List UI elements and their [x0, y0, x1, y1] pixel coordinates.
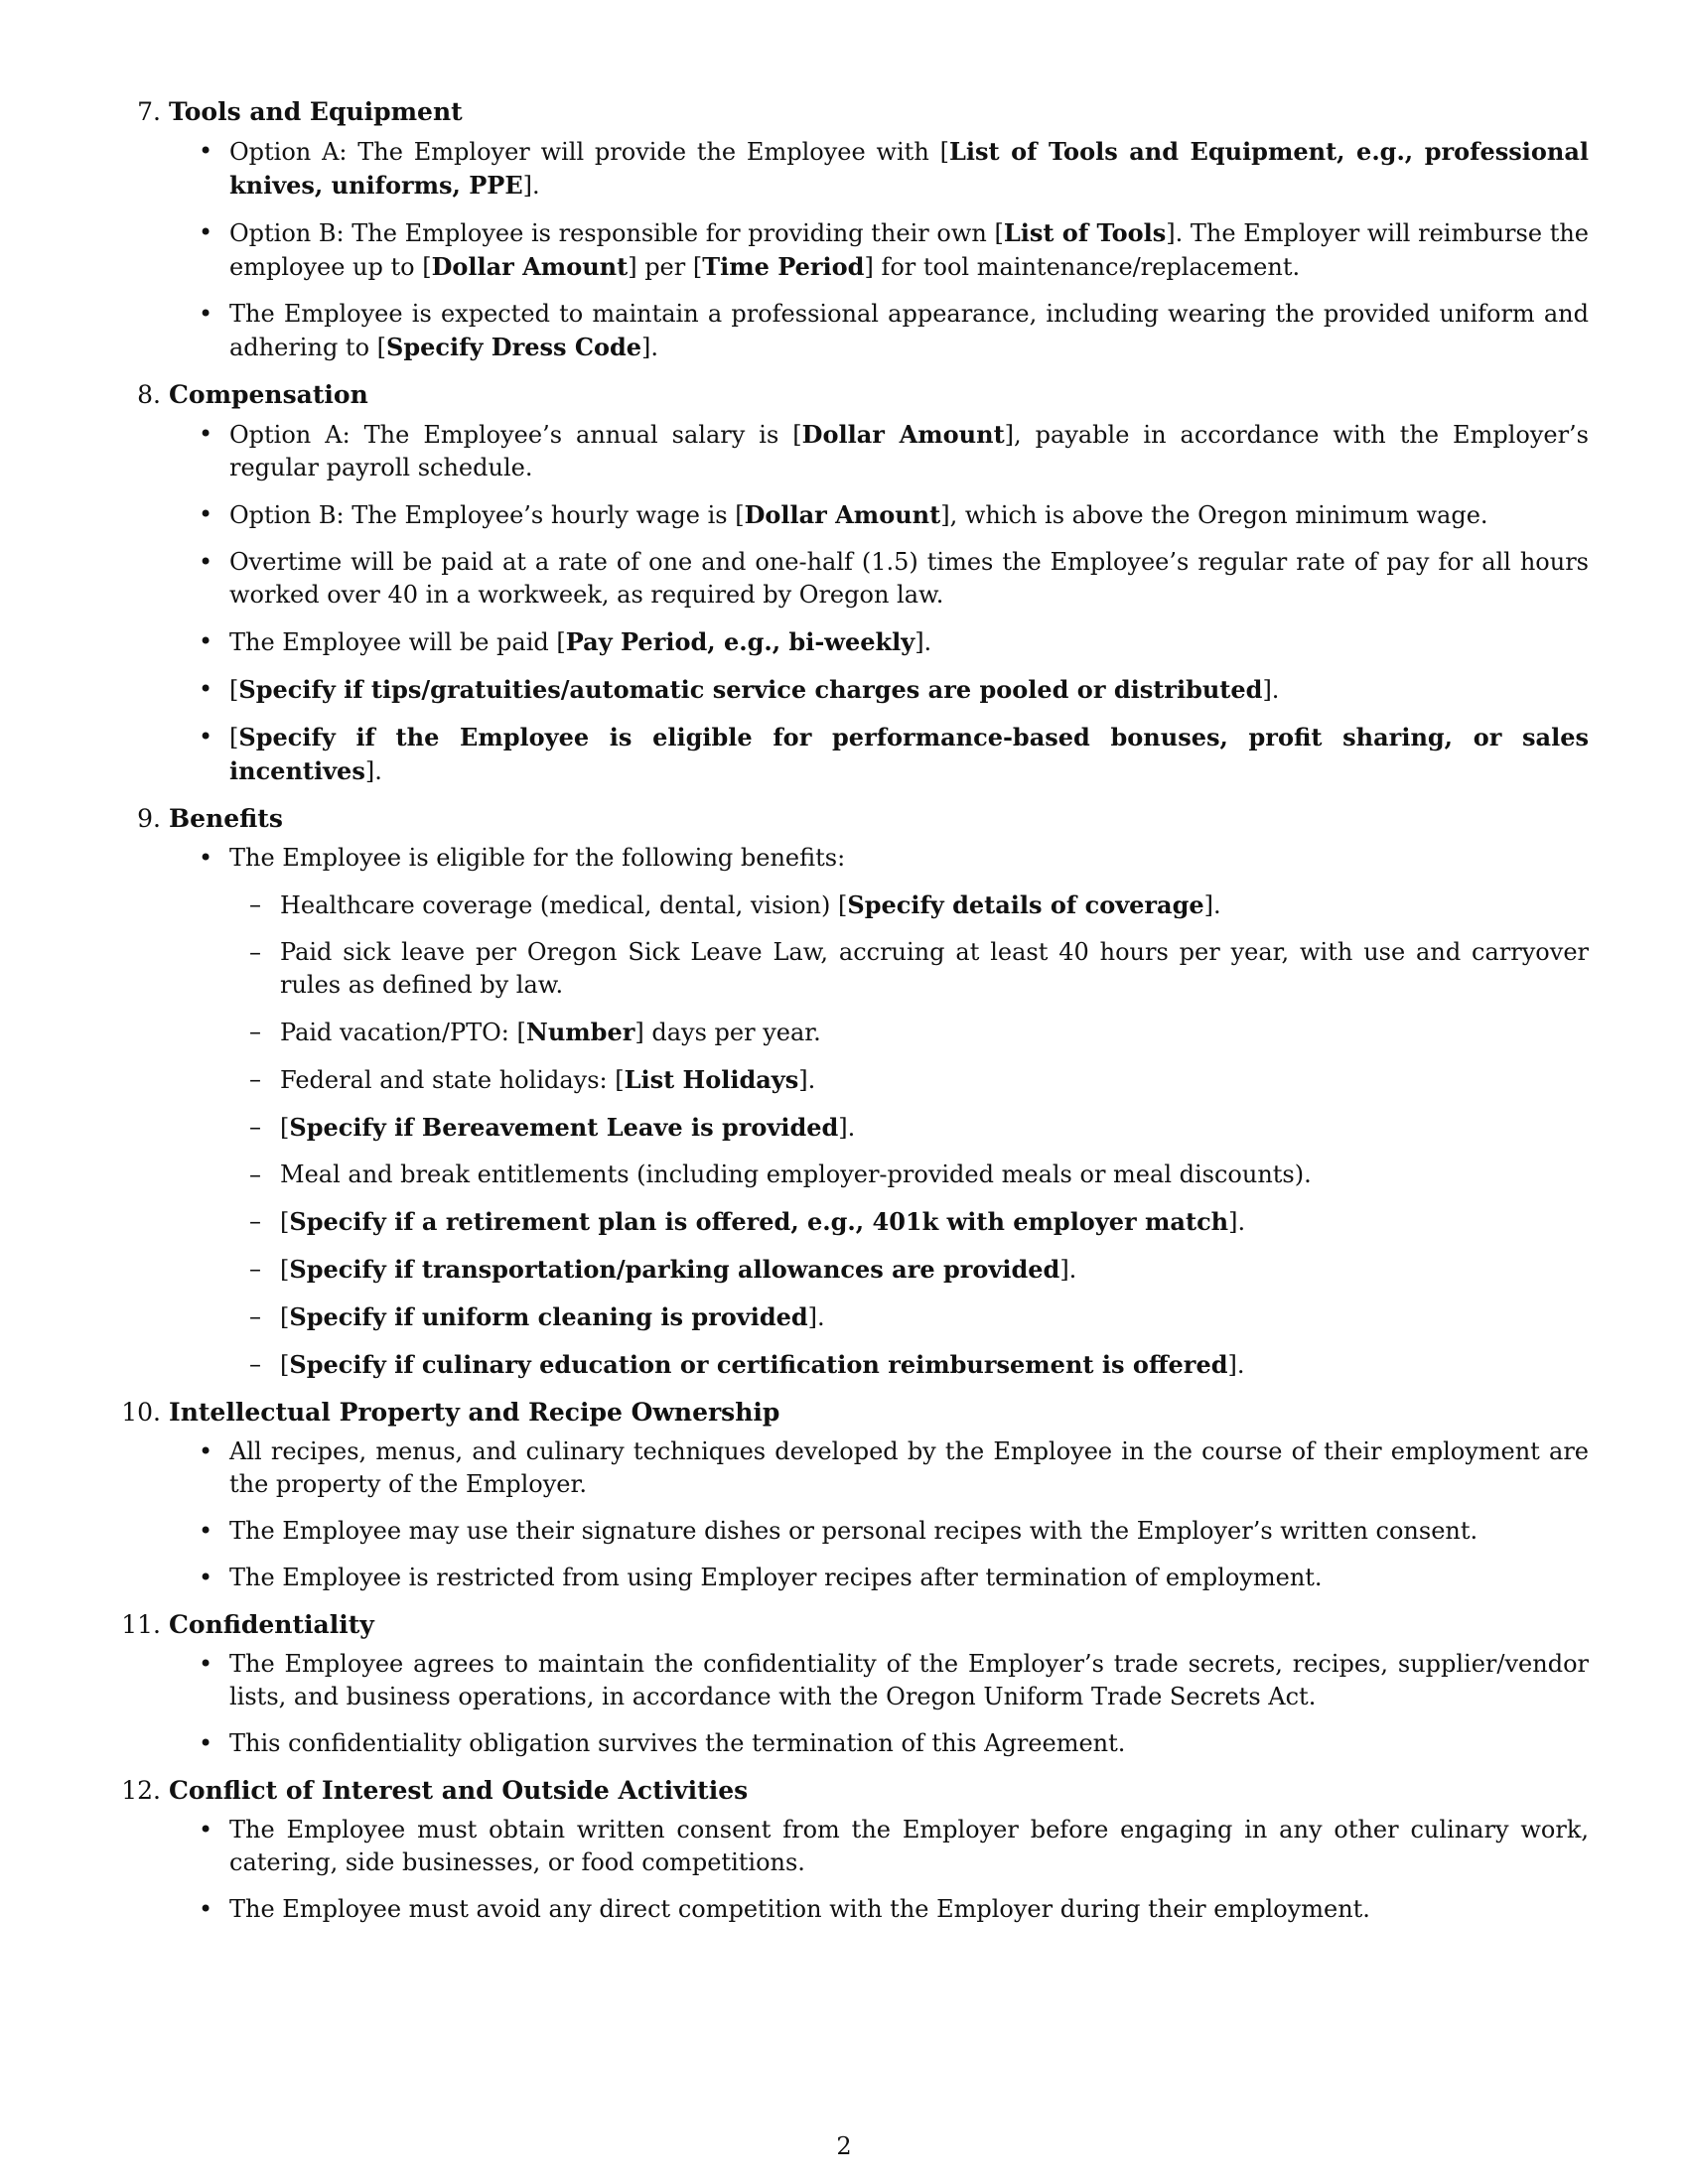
- text-run: The Employee is eligible for the following benefits:: [229, 844, 846, 872]
- text-run: [: [280, 1351, 290, 1379]
- list-item-text: [229, 138, 1589, 200]
- list-item: [169, 1515, 1589, 1548]
- list-item: [169, 498, 1589, 532]
- text-run: [: [229, 724, 239, 751]
- list-item: [169, 842, 1589, 1382]
- sub-list-item-text: [280, 1303, 825, 1331]
- list-item: [169, 1648, 1589, 1713]
- text-run: ].: [1262, 676, 1280, 704]
- placeholder-text: Specify if transportation/parking allowances are provided: [289, 1255, 1060, 1284]
- list-item-text: [229, 628, 931, 656]
- bullet-list: [169, 1814, 1589, 1926]
- dash-icon: –: [249, 1018, 261, 1045]
- section-9: [119, 802, 1589, 1382]
- dash-icon: –: [249, 1255, 261, 1283]
- list-item: [169, 1727, 1589, 1760]
- sub-list-item: [229, 1253, 1589, 1287]
- text-run: The Employee must obtain written consent from the Employer before engaging in any other culinary work, catering, side businesses, or food competitions.: [229, 1816, 1589, 1876]
- sub-list-item-text: [280, 1208, 1245, 1236]
- list-item-text: [229, 1650, 1589, 1710]
- placeholder-text: Specify details of coverage: [847, 890, 1204, 919]
- bullet-icon: •: [199, 218, 213, 246]
- list-item-text: [229, 1564, 1323, 1591]
- dash-icon: –: [249, 1302, 261, 1330]
- text-run: ].: [807, 1303, 825, 1331]
- text-run: ].: [641, 334, 659, 361]
- text-run: Option A: The Employee’s annual salary is [: [229, 421, 802, 449]
- sub-list-item-text: [280, 938, 1589, 999]
- sub-list-item: [229, 1300, 1589, 1334]
- list-item-text: [229, 724, 1589, 785]
- section-number: 9.: [137, 804, 161, 833]
- text-run: The Employee agrees to maintain the confidentiality of the Employer’s trade secrets, recipes, supplier/vendor lists, and business operations, in accordance with the Oregon Uniform Trade Secrets Act.: [229, 1650, 1589, 1710]
- bullet-icon: •: [199, 300, 213, 328]
- sub-list: [229, 888, 1589, 1382]
- sub-list-item: [229, 1205, 1589, 1239]
- text-run: Overtime will be paid at a rate of one and one-half (1.5) times the Employee’s regular rate of pay for all hours worked over 40 in a workweek, as required by Oregon law.: [229, 548, 1589, 609]
- text-run: The Employee must avoid any direct competition with the Employer during their employment.: [229, 1895, 1370, 1923]
- list-item-text: [229, 421, 1589, 481]
- sub-list-item: [229, 1063, 1589, 1097]
- list-item: [169, 1814, 1589, 1879]
- text-run: ] per [: [628, 253, 703, 281]
- dash-icon: –: [249, 1113, 261, 1141]
- section-number: 7.: [137, 97, 161, 126]
- list-item: [169, 298, 1589, 364]
- text-run: Meal and break entitlements (including employer-provided meals or meal discounts).: [280, 1160, 1312, 1188]
- text-run: ] days per year.: [634, 1019, 821, 1046]
- list-item: [169, 1893, 1589, 1926]
- sub-list-item-text: [280, 1351, 1245, 1379]
- placeholder-text: Time Period: [702, 252, 865, 281]
- list-item-text: [229, 676, 1279, 704]
- dash-icon: –: [249, 1160, 261, 1188]
- list-item-text: [229, 1517, 1477, 1545]
- section-8: [119, 378, 1589, 788]
- bullet-list: [169, 1648, 1589, 1760]
- list-item: [169, 625, 1589, 659]
- text-run: All recipes, menus, and culinary techniques developed by the Employee in the course of their employment are the property of the Employer.: [229, 1437, 1589, 1498]
- text-run: Paid sick leave per Oregon Sick Leave Law, accruing at least 40 hours per year, with use and carryover rules as defined by law.: [280, 938, 1589, 999]
- placeholder-text: Dollar Amount: [744, 500, 941, 529]
- list-item-text: [229, 219, 1589, 281]
- sub-list-item-text: [280, 1160, 1312, 1188]
- text-run: Healthcare coverage (medical, dental, vision) [: [280, 891, 848, 919]
- bullet-icon: •: [199, 420, 213, 448]
- placeholder-text: List Holidays: [624, 1065, 799, 1094]
- sub-list-item-text: [280, 1114, 855, 1142]
- placeholder-text: Number: [525, 1018, 635, 1046]
- section-number: 10.: [121, 1398, 161, 1427]
- bullet-list: [169, 1435, 1589, 1594]
- sub-list-item-text: [280, 1066, 815, 1094]
- sub-list-item: [229, 888, 1589, 922]
- list-item-text: [229, 1729, 1125, 1757]
- text-run: ].: [798, 1066, 816, 1094]
- bullet-list: [169, 842, 1589, 1382]
- list-item-text: [229, 1895, 1370, 1923]
- placeholder-text: Dollar Amount: [801, 420, 1005, 449]
- text-run: The Employee may use their signature dishes or personal recipes with the Employer’s written consent.: [229, 1517, 1478, 1545]
- section-title: Compensation: [169, 380, 368, 409]
- placeholder-text: List of Tools: [1003, 218, 1167, 247]
- sub-list-item: [229, 1348, 1589, 1382]
- dash-icon: –: [249, 1065, 261, 1093]
- section-title: Benefits: [169, 804, 283, 833]
- section-11: [119, 1608, 1589, 1760]
- text-run: ].: [914, 628, 932, 656]
- document-body: [119, 95, 1589, 1940]
- section-title: Tools and Equipment: [169, 97, 463, 126]
- sub-list-item-text: [280, 1019, 821, 1046]
- placeholder-text: Specify if tips/gratuities/automatic service charges are pooled or distributed: [238, 675, 1263, 704]
- list-item-text: [229, 1816, 1589, 1876]
- text-run: Option B: The Employee’s hourly wage is [: [229, 501, 745, 529]
- section-7: [119, 95, 1589, 364]
- section-number: 12.: [121, 1776, 161, 1805]
- placeholder-text: List of Tools and Equipment, e.g., professional knives, uniforms, PPE: [229, 137, 1589, 200]
- list-item-text: [229, 501, 1488, 529]
- section-number: 8.: [137, 380, 161, 409]
- dash-icon: –: [249, 1350, 261, 1378]
- bullet-icon: •: [199, 675, 213, 703]
- placeholder-text: Pay Period, e.g., bi-weekly: [565, 627, 915, 656]
- list-item-text: [229, 1437, 1589, 1498]
- bullet-icon: •: [199, 844, 213, 872]
- text-run: ].: [1227, 1351, 1245, 1379]
- text-run: ], which is above the Oregon minimum wage.: [940, 501, 1488, 529]
- text-run: The Employee is restricted from using Employer recipes after termination of employment.: [229, 1564, 1323, 1591]
- text-run: ] for tool maintenance/replacement.: [864, 253, 1301, 281]
- bullet-icon: •: [199, 137, 213, 165]
- bullet-icon: •: [199, 1729, 213, 1757]
- text-run: ].: [1203, 891, 1221, 919]
- text-run: Option B: The Employee is responsible for providing their own [: [229, 219, 1004, 247]
- list-item: [169, 1435, 1589, 1501]
- sub-list-item: [229, 1111, 1589, 1145]
- dash-icon: –: [249, 938, 261, 966]
- bullet-list: [169, 418, 1589, 788]
- placeholder-text: Specify if culinary education or certification reimbursement is offered: [289, 1350, 1228, 1379]
- dash-icon: –: [249, 890, 261, 918]
- text-run: The Employee is expected to maintain a professional appearance, including wearing the provided uniform and adhering to [: [229, 300, 1589, 361]
- bullet-list: [169, 135, 1589, 364]
- text-run: ], payable in accordance with the Employer’s regular payroll schedule.: [229, 421, 1589, 481]
- bullet-icon: •: [199, 500, 213, 528]
- bullet-icon: •: [199, 1650, 213, 1678]
- bullet-icon: •: [199, 1437, 213, 1465]
- text-run: This confidentiality obligation survives the termination of this Agreement.: [229, 1729, 1126, 1757]
- list-item: [169, 1562, 1589, 1594]
- bullet-icon: •: [199, 548, 213, 576]
- text-run: [: [939, 138, 949, 166]
- text-run: ]. The Employer will reimburse the employee up to [: [229, 219, 1589, 281]
- section-title: Confidentiality: [169, 1610, 374, 1639]
- list-item: [169, 216, 1589, 284]
- text-run: ].: [364, 757, 382, 785]
- section-12: [119, 1774, 1589, 1926]
- text-run: [: [280, 1303, 290, 1331]
- text-run: [: [280, 1114, 290, 1142]
- text-run: Paid vacation/PTO: [: [280, 1019, 526, 1046]
- bullet-icon: •: [199, 723, 213, 751]
- section-title: Conflict of Interest and Outside Activities: [169, 1776, 749, 1805]
- list-item: [169, 721, 1589, 788]
- list-item: [169, 546, 1589, 612]
- list-item: [169, 135, 1589, 203]
- placeholder-text: Dollar Amount: [431, 252, 629, 281]
- placeholder-text: Specify if the Employee is eligible for performance-based bonuses, profit sharing, or sales incentives: [229, 723, 1589, 785]
- bullet-icon: •: [199, 1816, 213, 1843]
- text-run: The Employee will be paid [: [229, 628, 566, 656]
- bullet-icon: •: [199, 1564, 213, 1591]
- text-run: Option A: The Employer will provide the Employee with: [229, 138, 940, 166]
- sub-list-item-text: [280, 1256, 1076, 1284]
- placeholder-text: Specify Dress Code: [386, 333, 642, 361]
- list-item-text: [229, 844, 845, 872]
- sub-list-item: [229, 936, 1589, 1002]
- text-run: ].: [1059, 1256, 1077, 1284]
- dash-icon: –: [249, 1207, 261, 1235]
- text-run: ].: [838, 1114, 856, 1142]
- sub-list-item-text: [280, 891, 1221, 919]
- placeholder-text: Specify if a retirement plan is offered, e.g., 401k with employer match: [289, 1207, 1229, 1236]
- page-number: 2: [836, 2132, 852, 2160]
- text-run: Federal and state holidays: [: [280, 1066, 625, 1094]
- text-run: [: [280, 1208, 290, 1236]
- text-run: [: [280, 1256, 290, 1284]
- section-number: 11.: [121, 1610, 161, 1639]
- text-run: [: [229, 676, 239, 704]
- bullet-icon: •: [199, 1895, 213, 1923]
- list-item: [169, 673, 1589, 707]
- text-run: ].: [1228, 1208, 1246, 1236]
- section-title: Intellectual Property and Recipe Ownership: [169, 1398, 780, 1427]
- bullet-icon: •: [199, 1517, 213, 1545]
- sub-list-item: [229, 1016, 1589, 1049]
- text-run: ].: [522, 172, 540, 200]
- list-item-text: [229, 548, 1589, 609]
- placeholder-text: Specify if uniform cleaning is provided: [289, 1302, 808, 1331]
- list-item: [169, 418, 1589, 484]
- placeholder-text: Specify if Bereavement Leave is provided: [289, 1113, 839, 1142]
- bullet-icon: •: [199, 627, 213, 655]
- list-item-text: [229, 300, 1589, 361]
- sub-list-item: [229, 1159, 1589, 1191]
- section-10: [119, 1396, 1589, 1594]
